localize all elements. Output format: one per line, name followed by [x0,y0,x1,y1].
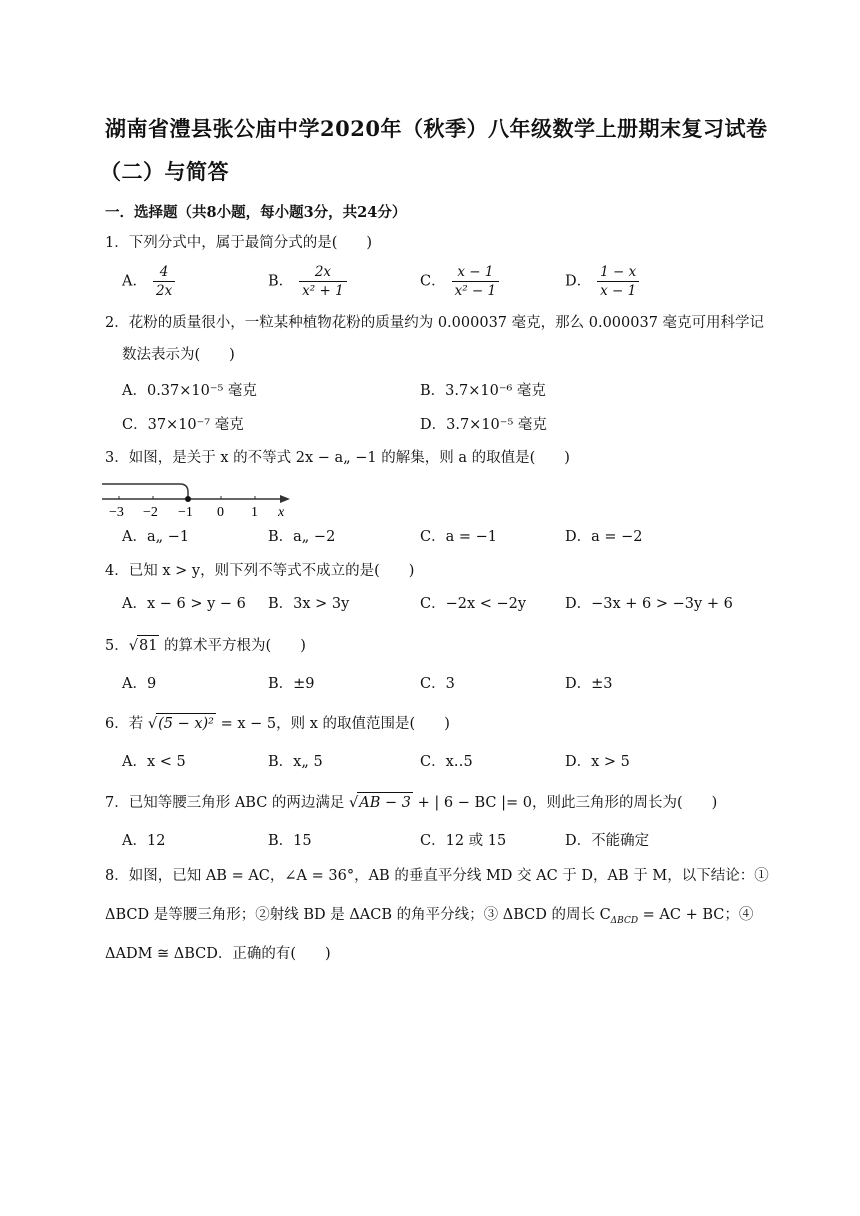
question-4-option-d: D．−3x + 6 > −3y + 6 [565,596,733,612]
question-3-option-b: B．a„ −2 [268,529,336,545]
question-8-line3: ΔADM ≅ ΔBCD．正确的有( ) [105,946,331,962]
question-3-option-d: D．a = −2 [565,529,643,545]
question-8-line1: 8．如图，已知 AB = AC，∠A = 36°，AB 的垂直平分线 MD 交 AC 于 D，AB 于 M，以下结论：① [105,868,769,884]
question-5-option-b: B．±9 [268,676,315,692]
question-1-stem: 1．下列分式中，属于最简分式的是( ) [105,235,373,251]
question-7-option-d: D．不能确定 [565,833,650,849]
solution-set-ray [102,484,188,499]
question-2-stem-line2: 数法表示为( ) [122,347,235,363]
question-4-option-a: A．x − 6 > y − 6 [122,596,246,612]
question-2-option-a: A．0.37×10⁻⁵ 毫克 [122,383,257,399]
tick-label: 0 [217,505,224,520]
fraction: $\frac{2x}{\text{x² + 1}}$ [299,264,347,299]
tick-label: −3 [109,505,124,520]
question-7-option-c: C．12 或 15 [420,833,507,849]
tick-label: −2 [143,505,158,520]
question-2-option-d: D．3.7×10⁻⁵ 毫克 [420,417,547,433]
question-6-option-b: B．x„ 5 [268,754,323,770]
question-3-stem: 3．如图，是关于 x 的不等式 2x − a„ −1 的解集，则 a 的取值是( ) [105,450,570,466]
question-3-option-a: A．a„ −1 [122,529,190,545]
question-4-option-b: B．3x > 3y [268,596,350,612]
question-1-option-b: B． $\frac{2x}{\text{x² + 1}}$ [268,264,347,299]
axis-label: x [278,505,285,520]
section-heading: 一．选择题（共8小题，每小题3分，共24分） [105,204,407,221]
question-4-option-c: C．−2x < −2y [420,596,527,612]
fraction: $\frac{4}{2x}$ [153,264,175,299]
question-5-option-a: A．9 [122,676,157,692]
page-subtitle: （二）与简答 [100,159,229,184]
question-5-stem: 5．√81 的算术平方根为( ) [105,635,306,656]
question-2-stem-line1: 2．花粉的质量很小，一粒某种植物花粉的质量约为 0.000037 毫克，那么 0.000037 毫克可用科学记 [105,315,765,331]
question-5-option-c: C．3 [420,676,455,692]
question-1-option-a: A． $\frac{4}{2x}$ [122,264,175,299]
fraction: $\frac{1 - x}{x - 1}$ [597,264,639,299]
solution-endpoint [185,496,191,502]
tick-label: −1 [178,505,193,520]
question-7-option-a: A．12 [122,833,166,849]
tick-label: 1 [251,505,258,520]
question-2-option-c: C．37×10⁻⁷ 毫克 [122,417,244,433]
number-line-figure [100,476,300,520]
question-6-option-a: A．x < 5 [122,754,186,770]
number-line-arrow [280,495,290,503]
radicand: 81 [137,635,159,656]
question-7-stem: 7．已知等腰三角形 ABC 的两边满足 √AB − 3 + | 6 − BC |= 0，则此三角形的周长为( ) [105,792,717,813]
question-6-stem: 6．若 √(5 − x)² = x − 5，则 x 的取值范围是( ) [105,713,450,734]
question-7-option-b: B．15 [268,833,312,849]
question-6-option-c: C．x‥5 [420,754,473,770]
question-3-option-c: C．a = −1 [420,529,497,545]
question-1-option-d: D． $\frac{1 - x}{x - 1}$ [565,264,639,299]
radicand: (5 − x)² [156,713,216,734]
radicand: AB − 3 [357,792,413,813]
fraction: $\frac{x - 1}{\text{x² − 1}}$ [452,264,500,299]
question-4-stem: 4．已知 x > y，则下列不等式不成立的是( ) [105,563,415,579]
question-5-option-d: D．±3 [565,676,613,692]
page-title: 湖南省澧县张公庙中学2020年（秋季）八年级数学上册期末复习试卷 [105,116,768,141]
question-2-option-b: B．3.7×10⁻⁶ 毫克 [420,383,546,399]
question-1-option-c: C． $\frac{x - 1}{\text{x² − 1}}$ [420,264,499,299]
question-6-option-d: D．x > 5 [565,754,630,770]
question-8-line2: ΔBCD 是等腰三角形；②射线 BD 是 ΔACB 的角平分线；③ ΔBCD 的周长 $C_{\Delta BCD}$ = AC + BC；④ [105,907,754,926]
